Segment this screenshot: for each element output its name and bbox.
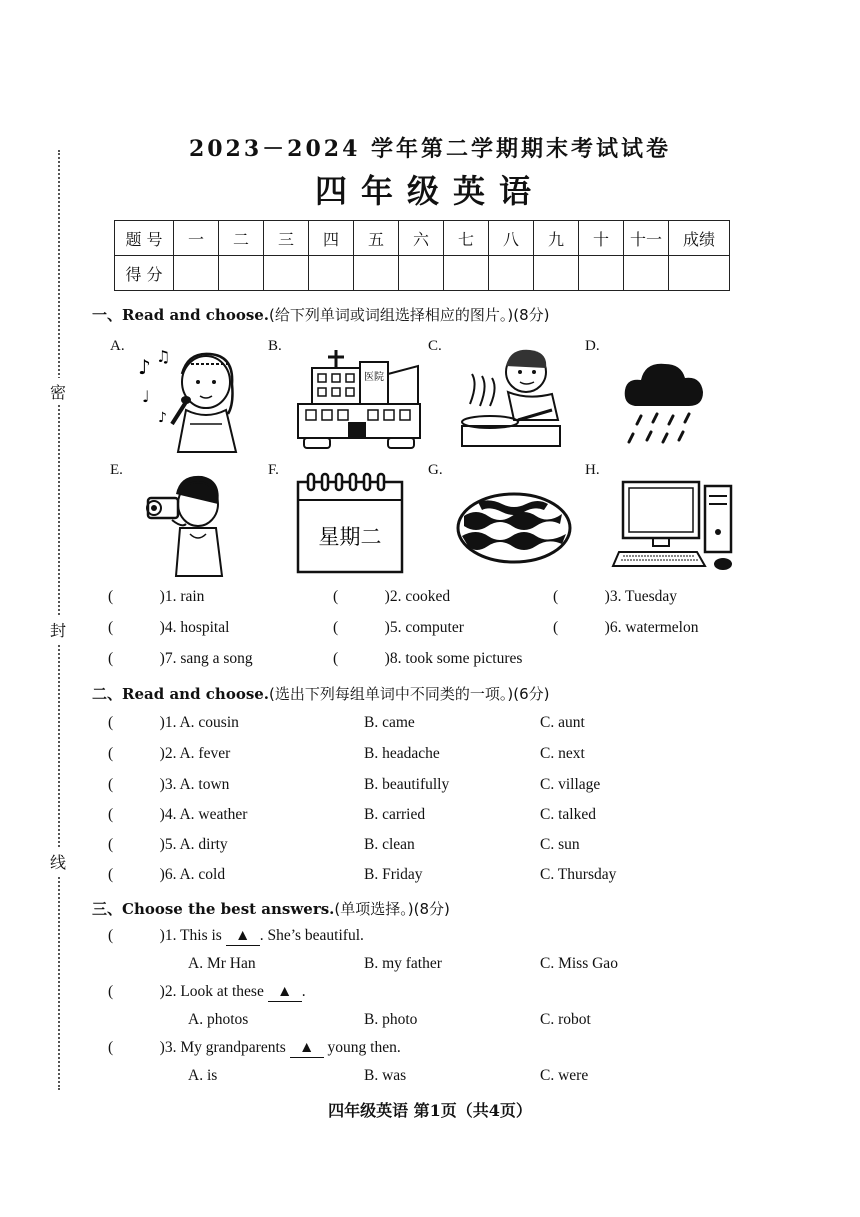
section2-q4-option-a[interactable]: ( )4. A. weather	[108, 806, 248, 823]
section2-q3-option-b: B. beautifully	[364, 776, 450, 793]
hospital-sign-text: 医院	[364, 372, 384, 383]
picture-b	[268, 338, 418, 448]
section2-q6-option-b: B. Friday	[364, 866, 423, 883]
hospital-icon	[288, 344, 428, 454]
score-col-total: 成绩	[669, 221, 730, 256]
score-cell[interactable]	[399, 256, 444, 291]
section3-q2-pre: ( )2. Look at these	[108, 983, 264, 1000]
picture-letter: E.	[110, 462, 123, 478]
score-col-2: 二	[219, 221, 264, 256]
score-cell[interactable]	[309, 256, 354, 291]
watermelon-icon	[448, 468, 573, 578]
section3-title: 三、Choose the best answers.	[92, 900, 335, 918]
section1-item-7[interactable]: ( )7. sang a song	[108, 650, 253, 667]
girl-singing-icon	[130, 344, 255, 454]
score-table-header-row	[115, 221, 730, 256]
section3-q2-option-b: B. photo	[364, 1011, 418, 1028]
score-cell[interactable]	[444, 256, 489, 291]
section3-q1-option-a: A. Mr Han	[188, 955, 256, 972]
score-cell[interactable]	[669, 256, 730, 291]
section2-q4-option-c: C. talked	[540, 806, 596, 823]
section2-q6-option-c: C. Thursday	[540, 866, 617, 883]
score-table-score-row	[115, 256, 730, 291]
svg-text:♫: ♫	[156, 347, 171, 366]
score-col-10: 十	[579, 221, 624, 256]
section1-item-2[interactable]: ( )2. cooked	[333, 588, 451, 605]
section1-item-5[interactable]: ( )5. computer	[333, 619, 464, 636]
section2-q4-option-b: B. carried	[364, 806, 426, 823]
score-cell[interactable]	[534, 256, 579, 291]
section3-instruction: (单项选择。)(8分)	[334, 900, 450, 918]
score-col-11: 十一	[624, 221, 669, 256]
section3-q1-option-b: B. my father	[364, 955, 442, 972]
answer-blank: ▲	[226, 927, 260, 946]
score-col-3: 三	[264, 221, 309, 256]
score-col-4: 四	[309, 221, 354, 256]
seal-char-feng: 封	[46, 616, 70, 643]
section3-q1-option-c: C. Miss Gao	[540, 955, 618, 972]
answer-blank: ▲	[268, 983, 302, 1002]
section3-q3-option-a: A. is	[188, 1067, 218, 1084]
section2-q3-option-a[interactable]: ( )3. A. town	[108, 776, 230, 793]
section3-q1-pre: ( )1. This is	[108, 927, 222, 944]
section2-q5-option-b: B. clean	[364, 836, 415, 853]
score-col-9: 九	[534, 221, 579, 256]
picture-e	[110, 462, 260, 572]
picture-letter: F.	[268, 462, 279, 478]
section1-heading	[92, 304, 550, 325]
picture-letter: A.	[110, 338, 125, 354]
subject-title: 四年级英语	[314, 172, 545, 210]
score-cell[interactable]	[174, 256, 219, 291]
picture-letter: H.	[585, 462, 600, 478]
section2-title: 二、Read and choose.	[92, 685, 270, 703]
section3-q1-post: . She’s beautiful.	[259, 927, 364, 944]
calendar-icon	[288, 468, 423, 578]
svg-text:♪: ♪	[138, 355, 151, 379]
picture-letter: C.	[428, 338, 442, 354]
section3-q3-stem[interactable]	[108, 1039, 401, 1058]
section2-q5-option-c: C. sun	[540, 836, 580, 853]
section3-q2-option-c: C. robot	[540, 1011, 591, 1028]
score-col-1: 一	[174, 221, 219, 256]
section1-item-4[interactable]: ( )4. hospital	[108, 619, 230, 636]
section1-item-8[interactable]: ( )8. took some pictures	[333, 650, 523, 667]
seal-char-mi: 密	[46, 378, 70, 405]
section2-heading	[92, 683, 550, 704]
section1-item-6[interactable]: ( )6. watermelon	[553, 619, 699, 636]
section3-q3-option-c: C. were	[540, 1067, 589, 1084]
score-cell[interactable]	[354, 256, 399, 291]
answer-blank: ▲	[290, 1039, 324, 1058]
section2-q3-option-c: C. village	[540, 776, 601, 793]
cooking-icon	[448, 344, 573, 454]
section1-item-1[interactable]: ( )1. rain	[108, 588, 205, 605]
section3-q3-option-b: B. was	[364, 1067, 407, 1084]
score-col-5: 五	[354, 221, 399, 256]
computer-icon	[605, 468, 740, 578]
score-cell[interactable]	[579, 256, 624, 291]
picture-d	[585, 338, 735, 448]
section2-instruction: (选出下列每组单词中不同类的一项。)(6分)	[269, 685, 550, 703]
picture-a	[110, 338, 260, 448]
section2-q1-option-b: B. came	[364, 714, 415, 731]
section2-q2-option-a[interactable]: ( )2. A. fever	[108, 745, 231, 762]
picture-c	[428, 338, 578, 448]
picture-letter: B.	[268, 338, 282, 354]
score-cell[interactable]	[624, 256, 669, 291]
section2-q6-option-a[interactable]: ( )6. A. cold	[108, 866, 226, 883]
section2-q2-option-b: B. headache	[364, 745, 440, 762]
svg-text:♪: ♪	[158, 410, 167, 426]
section3-q3-pre: ( )3. My grandparents	[108, 1039, 286, 1056]
calendar-text: 星期二	[318, 525, 382, 549]
exam-title: 2023－2024 学年第二学期期末考试试卷	[188, 136, 672, 162]
svg-text:♩: ♩	[142, 387, 150, 406]
score-cell[interactable]	[219, 256, 264, 291]
score-row2-label: 得 分	[115, 256, 174, 291]
seal-char-xian: 线	[46, 848, 70, 875]
picture-f	[268, 462, 418, 572]
section1-title: 一、Read and choose.	[92, 306, 270, 324]
section3-q1-stem[interactable]	[108, 927, 364, 946]
picture-letter: D.	[585, 338, 600, 354]
section3-q2-post: .	[301, 983, 306, 1000]
section1-item-3[interactable]: ( )3. Tuesday	[553, 588, 678, 605]
score-col-7: 七	[444, 221, 489, 256]
picture-letter: G.	[428, 462, 443, 478]
page-footer: 四年级英语 第1页（共4页）	[328, 1101, 532, 1120]
section2-q1-option-c: C. aunt	[540, 714, 585, 731]
section3-q2-option-a: A. photos	[188, 1011, 249, 1028]
rain-cloud-icon	[605, 344, 730, 454]
section2-q2-option-c: C. next	[540, 745, 585, 762]
score-col-8: 八	[489, 221, 534, 256]
section3-q2-stem[interactable]	[108, 983, 306, 1002]
picture-g	[428, 462, 578, 572]
score-row-label: 题 号	[115, 221, 174, 256]
score-table	[114, 220, 730, 291]
section2-q5-option-a[interactable]: ( )5. A. dirty	[108, 836, 228, 853]
section1-instruction: (给下列单词或词组选择相应的图片。)(8分)	[269, 306, 550, 324]
picture-h	[585, 462, 735, 572]
section3-q3-post: young then.	[327, 1039, 401, 1056]
section2-q1-option-a[interactable]: ( )1. A. cousin	[108, 714, 239, 731]
score-cell[interactable]	[489, 256, 534, 291]
score-col-6: 六	[399, 221, 444, 256]
section3-heading	[92, 898, 450, 919]
score-cell[interactable]	[264, 256, 309, 291]
boy-camera-icon	[130, 468, 255, 578]
